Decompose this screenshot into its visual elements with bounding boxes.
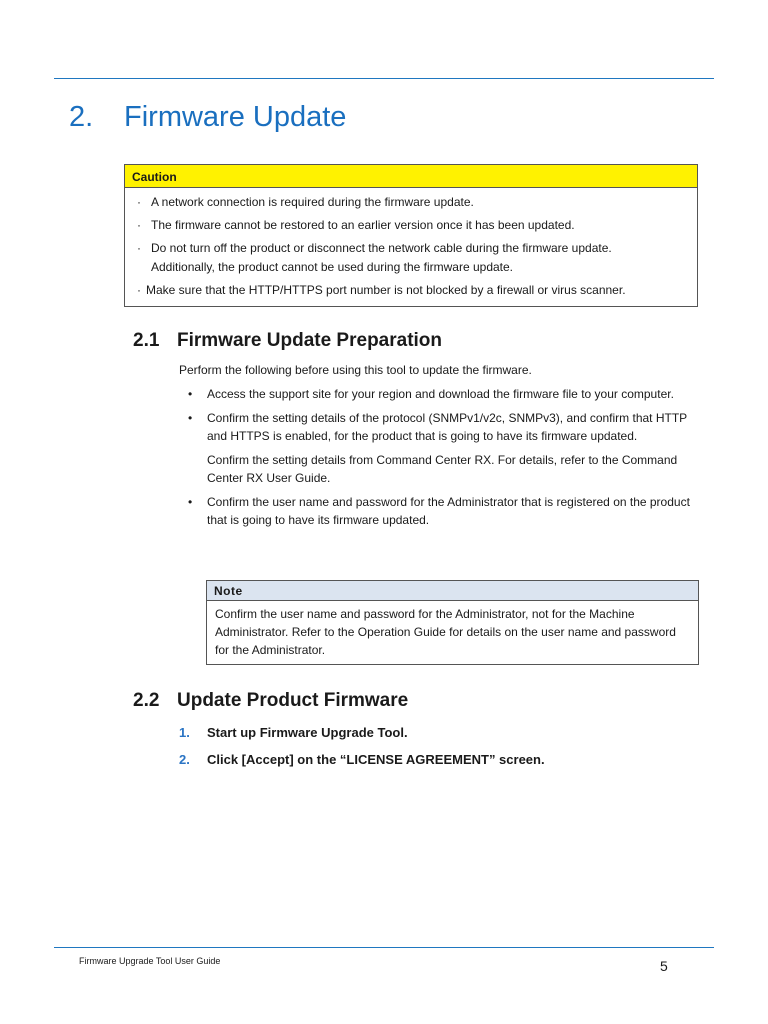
list-item [188, 493, 698, 529]
footer-rule [54, 947, 714, 948]
chapter-heading [69, 101, 346, 134]
step-text: Start up Firmware Upgrade Tool. [207, 725, 408, 740]
caution-item-text: A network connection is required during the firmware update. [151, 195, 474, 209]
step-number: 1. [179, 725, 190, 740]
caution-header: Caution [125, 165, 697, 188]
caution-item-text-continued: Additionally, the product cannot be used during the firmware update. [151, 260, 514, 274]
step-item [179, 725, 545, 740]
bullet-symbol: • [188, 387, 193, 401]
caution-bullet: · [137, 283, 141, 297]
caution-item-text: The firmware cannot be restored to an earlier version once it has been updated. [151, 218, 575, 232]
bullet-symbol: • [188, 411, 193, 425]
caution-item [137, 281, 691, 300]
footer-title: Firmware Upgrade Tool User Guide [79, 956, 221, 966]
caution-bullet: · [137, 218, 141, 232]
preparation-list [188, 385, 698, 535]
header-rule [54, 78, 714, 79]
step-item [179, 752, 545, 767]
section-number: 2.2 [133, 690, 160, 711]
caution-item [137, 193, 691, 212]
caution-item-text: Make sure that the HTTP/HTTPS port number is not blocked by a firewall or virus scanner. [146, 283, 626, 297]
caution-body [125, 188, 697, 306]
page-number: 5 [660, 958, 668, 974]
step-text: Click [Accept] on the “LICENSE AGREEMENT” screen. [207, 752, 545, 767]
bullet-symbol: • [188, 495, 193, 509]
caution-item-text: Do not turn off the product or disconnect the network cable during the firmware update. [151, 241, 612, 255]
caution-bullet: · [137, 241, 141, 255]
list-item-text: Confirm the setting details of the protocol (SNMPv1/v2c, SNMPv3), and confirm that HTTP and HTTPS is enabled, for the product that is going to have its firmware updated. [207, 411, 687, 443]
list-item-detail: Confirm the setting details from Command Center RX. For details, refer to the Command Center RX User Guide. [207, 453, 678, 485]
section-number: 2.1 [133, 330, 160, 351]
steps-list [179, 725, 545, 779]
section-heading-2-1 [133, 330, 442, 352]
section-heading-2-2 [133, 690, 408, 712]
note-box [206, 580, 699, 665]
caution-item [137, 239, 691, 277]
caution-box [124, 164, 698, 307]
caution-item [137, 216, 691, 235]
step-number: 2. [179, 752, 190, 767]
caution-bullet: · [137, 195, 141, 209]
note-header: Note [207, 581, 698, 601]
list-item-text: Access the support site for your region and download the firmware file to your computer. [207, 387, 674, 401]
list-item [188, 385, 698, 403]
section-title: Update Product Firmware [177, 690, 409, 711]
chapter-title: Firmware Update [124, 101, 347, 133]
list-item-text: Confirm the user name and password for the Administrator that is registered on the product that is going to have its firmware updated. [207, 495, 690, 527]
note-body: Confirm the user name and password for the Administrator, not for the Machine Administrator. Refer to the Operation Guide for details on the user name and password for the Administrator. [215, 607, 676, 657]
list-item [188, 409, 698, 487]
section-title: Firmware Update Preparation [177, 330, 443, 351]
section-intro: Perform the following before using this tool to update the firmware. [179, 363, 532, 377]
chapter-number: 2. [69, 101, 94, 133]
